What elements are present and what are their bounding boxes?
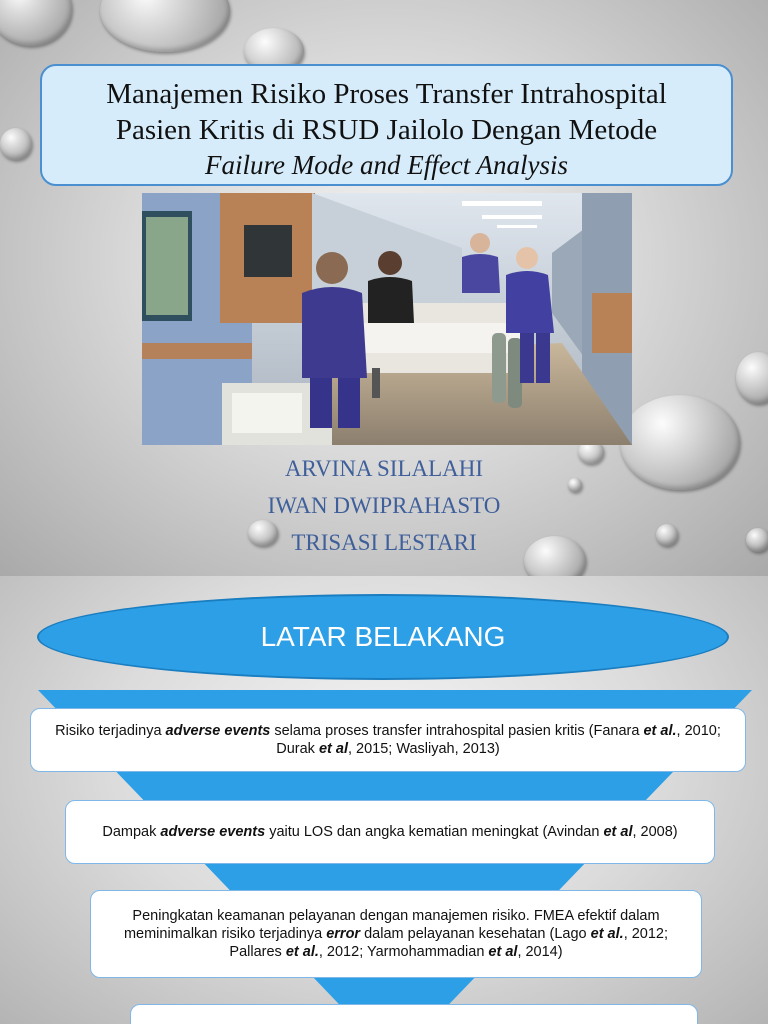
title-line-2: Pasien Kritis di RSUD Jailolo Dengan Metode (115, 114, 658, 146)
water-drop-decoration (0, 128, 32, 160)
background-slide (0, 576, 768, 1024)
section-heading-banner (37, 594, 729, 680)
hospital-transfer-photo (142, 193, 632, 445)
author-name: IWAN DWIPRAHASTO (267, 493, 501, 518)
funnel-box-2: Dampak adverse events yaitu LOS dan angka kematian meningkat (Avindan et al, 2008) (65, 800, 715, 864)
section-heading: LATAR BELAKANG (260, 621, 506, 652)
title-line-1: Manajemen Risiko Proses Transfer Intrahospital (106, 78, 667, 110)
funnel-box-3: Peningkatan keamanan pelayanan dengan manajemen risiko. FMEA efektif dalam meminimalkan risiko terjadinya error dalam pelayanan kesehatan (Lago et al., 2012; Pallares et al., 2012; Yarmohammadian et al, 2014) (90, 890, 702, 978)
title-line-3: Failure Mode and Effect Analysis (205, 150, 568, 180)
author-list (0, 450, 768, 561)
author-name: TRISASI LESTARI (291, 530, 477, 555)
title-box (40, 64, 733, 186)
water-drop-decoration (736, 352, 768, 404)
water-drop-decoration (100, 0, 230, 52)
funnel-box-1: Risiko terjadinya adverse events selama proses transfer intrahospital pasien kritis (Fanara et al., 2010; Durak et al, 2015; Wasliyah, 2013) (30, 708, 746, 772)
author-name: ARVINA SILALAHI (284, 456, 484, 481)
funnel-box-4 (130, 1004, 698, 1024)
water-drop-decoration (0, 0, 72, 46)
